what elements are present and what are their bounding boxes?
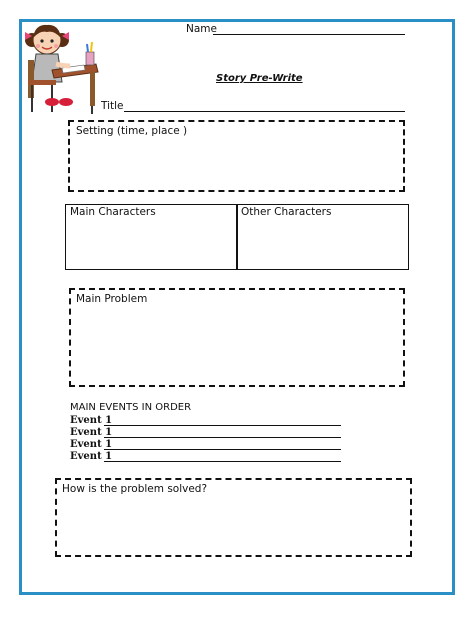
main-problem-label: Main Problem bbox=[76, 293, 148, 305]
event-line[interactable] bbox=[104, 449, 341, 450]
solution-box[interactable] bbox=[55, 478, 412, 557]
main-problem-box[interactable] bbox=[69, 288, 405, 387]
event-line[interactable] bbox=[104, 437, 341, 438]
event-line[interactable] bbox=[104, 425, 341, 426]
girl-writing-at-desk-icon bbox=[22, 20, 100, 118]
setting-label: Setting (time, place ) bbox=[76, 125, 188, 137]
event-line[interactable] bbox=[104, 461, 341, 462]
page-title: Story Pre-Write bbox=[216, 73, 303, 84]
characters-table bbox=[65, 204, 409, 270]
setting-box[interactable] bbox=[68, 120, 405, 192]
event-label: Event 1 bbox=[70, 439, 113, 450]
other-characters-label: Other Characters bbox=[241, 206, 332, 218]
main-characters-label: Main Characters bbox=[70, 206, 156, 218]
name-label: Name bbox=[186, 23, 217, 35]
name-line[interactable] bbox=[213, 34, 405, 35]
event-label: Event 1 bbox=[70, 415, 113, 426]
event-label: Event 1 bbox=[70, 427, 113, 438]
characters-divider bbox=[236, 205, 238, 269]
event-label: Event 1 bbox=[70, 451, 113, 462]
title-label: Title bbox=[101, 100, 124, 112]
solution-label: How is the problem solved? bbox=[62, 483, 208, 495]
events-heading: MAIN EVENTS IN ORDER bbox=[70, 402, 192, 413]
title-line[interactable] bbox=[124, 111, 405, 112]
